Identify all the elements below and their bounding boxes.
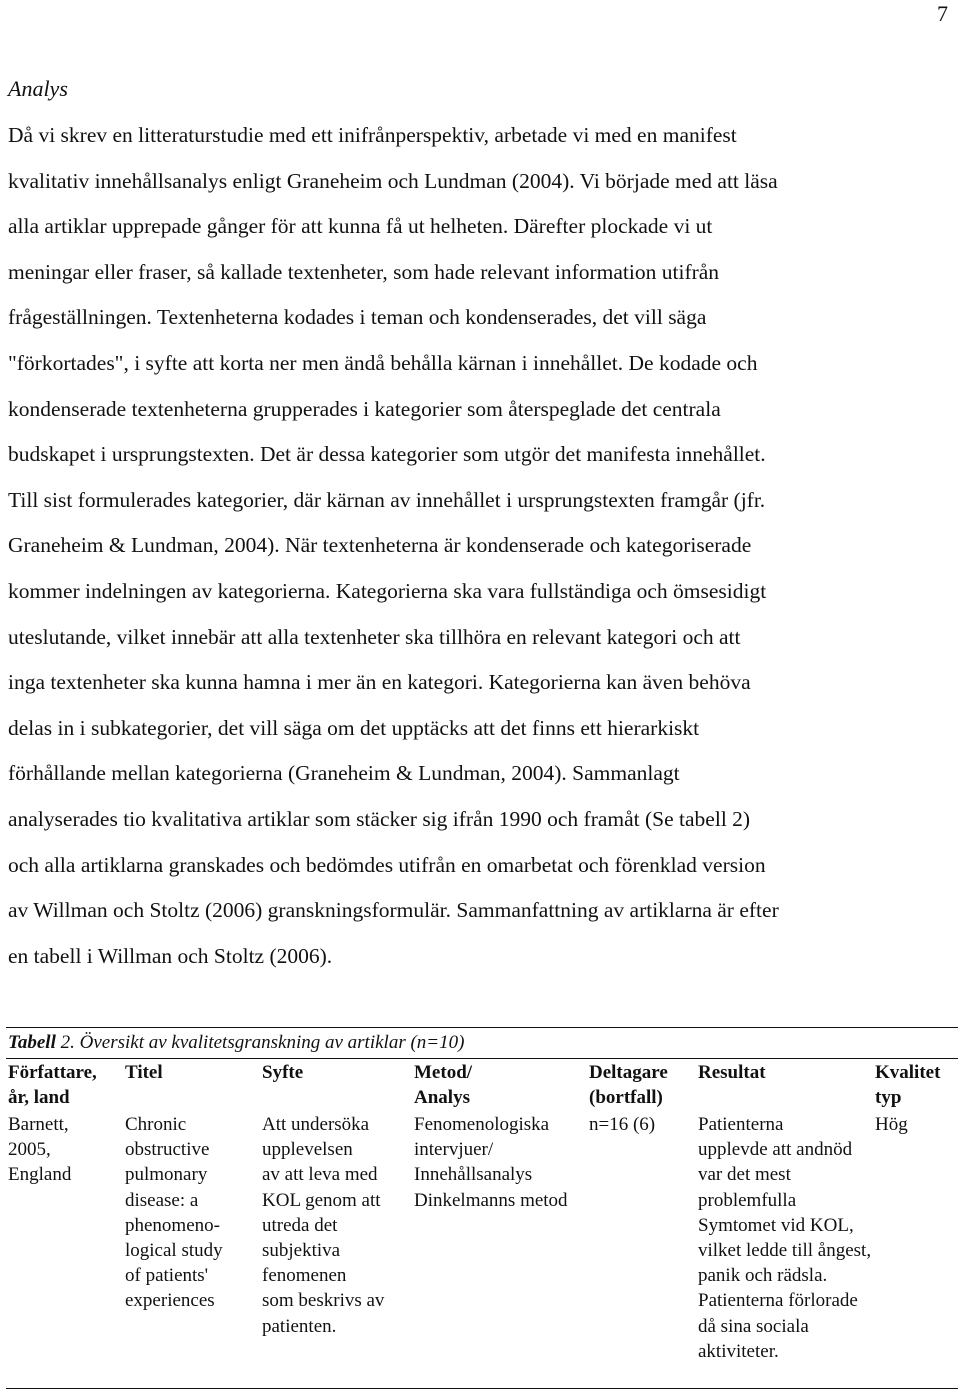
- paragraph-line: analyserades tio kvalitativa artiklar som stäcker sig ifrån 1990 och framåt (Se tabell 2): [8, 806, 751, 831]
- paragraph-line: Till sist formulerades kategorier, där kärnan av innehållet i ursprungstexten framgår (jfr.: [8, 487, 766, 512]
- cell-line: utreda det: [262, 1214, 338, 1236]
- cell-line: problemfulla: [698, 1189, 797, 1211]
- cell-line: England: [8, 1164, 72, 1186]
- cell-line: aktiviteter.: [698, 1340, 779, 1362]
- section-heading: Analys: [8, 76, 68, 101]
- paragraph-line: budskapet i ursprungstexten. Det är dessa kategorier som utgör det manifesta innehållet.: [8, 442, 766, 467]
- table-top-rule: [6, 1027, 958, 1028]
- cell-line: KOL genom att: [262, 1189, 381, 1211]
- cell-line: då sina sociala: [698, 1315, 809, 1337]
- paragraph-line: förhållande mellan kategorierna (Graneheim & Lundman, 2004). Sammanlagt: [8, 761, 680, 786]
- cell-line: Dinkelmanns metod: [414, 1189, 568, 1211]
- cell-line: disease: a: [125, 1189, 199, 1211]
- table-caption-label: Tabell: [8, 1032, 56, 1053]
- paragraph-line: inga textenheter ska kunna hamna i mer än en kategori. Kategorierna kan även behöva: [8, 670, 751, 695]
- table-caption: [8, 1031, 464, 1055]
- header-quality-line: typ: [875, 1087, 902, 1109]
- cell-line: Att undersöka: [262, 1114, 370, 1135]
- table-row-quality: [875, 1112, 908, 1137]
- cell-line: obstructive: [125, 1139, 210, 1161]
- cell-line: Symtomet vid KOL,: [698, 1214, 854, 1236]
- cell-line: upplevelsen: [262, 1139, 353, 1161]
- cell-line: of patients': [125, 1265, 209, 1287]
- cell-line: n=16 (6): [589, 1114, 656, 1135]
- cell-line: Patienterna: [698, 1114, 784, 1135]
- cell-line: patienten.: [262, 1315, 337, 1337]
- paragraph-line: en tabell i Willman och Stoltz (2006).: [8, 943, 333, 968]
- paragraph-line: "förkortades", i syfte att korta ner men ändå behålla kärnan i innehållet. De kodade och: [8, 350, 758, 375]
- cell-line: var det mest: [698, 1164, 791, 1186]
- header-author-line: år, land: [8, 1087, 70, 1109]
- paragraph-line: uteslutande, vilket innebär att alla textenheter ska tillhöra en relevant kategori och att: [8, 624, 741, 649]
- header-purpose: [262, 1060, 303, 1085]
- cell-line: av att leva med: [262, 1164, 378, 1186]
- header-participants: [589, 1060, 668, 1110]
- paragraph-line: av Willman och Stoltz (2006) granskningsformulär. Sammanfattning av artiklarna är efter: [8, 898, 779, 923]
- header-participants-line: (bortfall): [589, 1087, 663, 1109]
- table-header-rule: [6, 1058, 958, 1059]
- header-quality: [875, 1060, 940, 1110]
- cell-line: fenomenen: [262, 1265, 347, 1287]
- table-row-method: [414, 1112, 568, 1213]
- cell-line: Innehållsanalys: [414, 1164, 533, 1186]
- cell-line: logical study: [125, 1240, 223, 1262]
- cell-line: pulmonary: [125, 1164, 208, 1186]
- cell-line: intervjuer/: [414, 1139, 494, 1161]
- cell-line: Chronic: [125, 1114, 187, 1135]
- table-row-purpose: [262, 1112, 384, 1339]
- header-method-line: Metod/: [414, 1062, 473, 1083]
- header-quality-line: Kvalitet: [875, 1062, 941, 1083]
- cell-line: Patienterna förlorade: [698, 1290, 858, 1312]
- paragraph-line: delas in i subkategorier, det vill säga om det upptäcks att det finns ett hierarkiskt: [8, 715, 700, 740]
- cell-line: vilket ledde till ångest,: [698, 1240, 872, 1262]
- table-caption-text: 2. Översikt av kvalitetsgranskning av artiklar (n=10): [55, 1032, 465, 1053]
- paragraph-line: meningar eller fraser, så kallade textenheter, som hade relevant information utifrån: [8, 259, 720, 284]
- table-row-result: [698, 1112, 871, 1364]
- table-row-participants: [589, 1112, 655, 1137]
- header-method: [414, 1060, 472, 1110]
- cell-line: experiences: [125, 1290, 215, 1312]
- table-row-author: [8, 1112, 71, 1188]
- header-result: [698, 1060, 766, 1085]
- cell-line: 2005,: [8, 1139, 51, 1161]
- header-author: [8, 1060, 97, 1110]
- cell-line: upplevde att andnöd: [698, 1139, 853, 1161]
- paragraph-line: Då vi skrev en litteraturstudie med ett inifrånperspektiv, arbetade vi med en manifest: [8, 123, 737, 147]
- paragraph-line: kvalitativ innehållsanalys enligt Graneheim och Lundman (2004). Vi började med att läsa: [8, 168, 778, 193]
- header-title-line: Titel: [125, 1062, 163, 1083]
- table-bottom-rule: [6, 1388, 958, 1389]
- table-row-title: [125, 1112, 223, 1314]
- header-method-line: Analys: [414, 1087, 470, 1109]
- cell-line: panik och rädsla.: [698, 1265, 828, 1287]
- cell-line: subjektiva: [262, 1240, 341, 1262]
- paragraph-line: frågeställningen. Textenheterna kodades i teman och kondenserades, det vill säga: [8, 305, 707, 330]
- paragraph-line: alla artiklar upprepade gånger för att kunna få ut helheten. Därefter plockade vi ut: [8, 214, 713, 239]
- paragraph-line: kondenserade textenheterna grupperades i kategorier som återspeglade det centrala: [8, 396, 721, 421]
- body-paragraph: [8, 113, 958, 979]
- header-purpose-line: Syfte: [262, 1062, 304, 1083]
- cell-line: som beskrivs av: [262, 1290, 385, 1312]
- header-title: [125, 1060, 163, 1085]
- cell-line: Fenomenologiska: [414, 1114, 550, 1135]
- header-author-line: Författare,: [8, 1062, 97, 1083]
- page-number: 7: [937, 1, 948, 26]
- cell-line: Hög: [875, 1114, 908, 1135]
- paragraph-line: Graneheim & Lundman, 2004). När textenheterna är kondenserade och kategoriserade: [8, 533, 752, 558]
- cell-line: Barnett,: [8, 1114, 69, 1135]
- cell-line: phenomeno-: [125, 1214, 220, 1236]
- paragraph-line: och alla artiklarna granskades och bedömdes utifrån en omarbetat och förenklad version: [8, 852, 766, 877]
- header-result-line: Resultat: [698, 1062, 766, 1083]
- header-participants-line: Deltagare: [589, 1062, 668, 1083]
- paragraph-line: kommer indelningen av kategorierna. Kategorierna ska vara fullständiga och ömsesidigt: [8, 578, 767, 603]
